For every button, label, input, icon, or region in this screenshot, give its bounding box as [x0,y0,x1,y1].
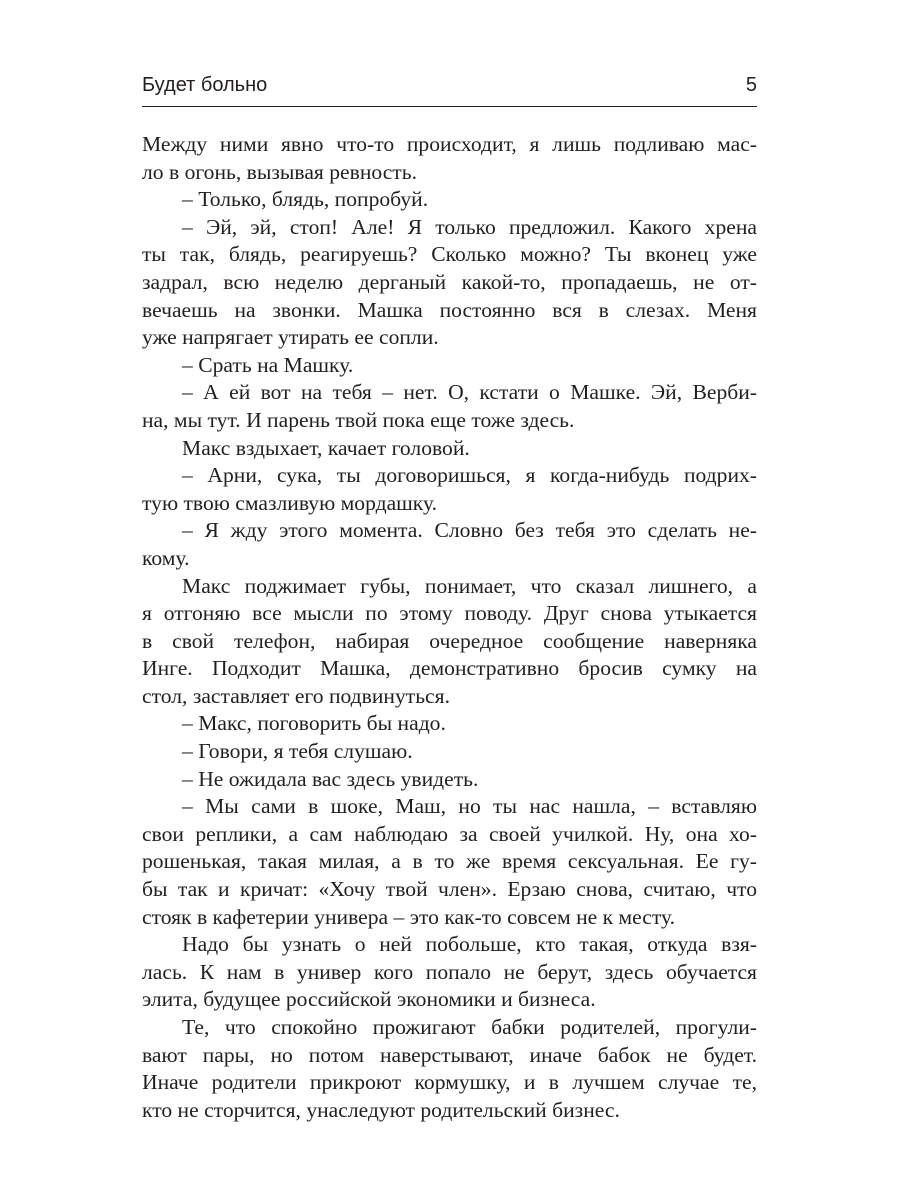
text-line: – Срать на Машку. [182,352,354,377]
text-line: задрал, всю неделю дерганый какой-то, пропадаешь, не от- [142,269,757,294]
text-line: бы так и кричат: «Хочу твой член». Ерзаю снова, считаю, что [142,877,757,902]
text-line: кто не сторчится, унаследуют родительский бизнес. [142,1097,620,1122]
text-line: Макс поджимает губы, понимает, что сказал лишнего, а [182,573,757,598]
running-title: Будет больно [142,74,268,96]
text-line: я отгоняю все мысли по этому поводу. Друг снова утыкается [142,601,757,626]
text-line: – Только, блядь, попробуй. [182,187,429,212]
text-line: – А ей вот на тебя – нет. О, кстати о Машке. Эй, Верби- [182,380,757,405]
text-line: – Макс, поговорить бы надо. [182,711,446,736]
text-line: – Не ожидала вас здесь увидеть. [182,766,479,791]
text-line: ты так, блядь, реагируешь? Сколько можно? Ты вконец уже [142,242,757,267]
text-line: на, мы тут. И парень твой пока еще тоже здесь. [142,407,575,432]
text-line: рошенькая, такая милая, а в то же время сексуальная. Ее гу- [142,849,757,874]
header-rule [142,106,757,107]
text-line: свои реплики, а сам наблюдаю за своей училкой. Ну, она хо- [142,821,757,846]
text-line: кому. [142,545,190,570]
text-line: Надо бы узнать о ней побольше, кто такая, откуда взя- [182,932,757,957]
text-line: Макс вздыхает, качает головой. [182,435,470,460]
text-line: вают пары, но потом наверстывают, иначе бабок не будет. [142,1042,757,1067]
text-line: – Арни, сука, ты договоришься, я когда-нибудь подрих- [182,463,757,488]
text-line: Те, что спокойно прожигают бабки родителей, прогули- [182,1015,757,1039]
text-line: Инге. Подходит Машка, демонстративно бросив сумку на [142,656,757,681]
text-line: лась. К нам в универ кого попало не берут, здесь обучается [142,959,757,984]
text-line: – Говори, я тебя слушаю. [182,739,413,764]
text-line: – Мы сами в шоке, Маш, но ты нас нашла, – вставляю [182,794,757,819]
running-head [142,74,757,97]
text-line: ло в огонь, вызывая ревность. [142,159,417,184]
text-line: – Эй, эй, стоп! Але! Я только предложил. Какого хрена [182,214,757,239]
text-line: в свой телефон, набирая очередное сообщение наверняка [142,628,757,653]
text-line: вечаешь на звонки. Машка постоянно вся в слезах. Меня [142,297,757,322]
text-line: стол, заставляет его подвинуться. [142,683,450,708]
text-line: тую твою смазливую мордашку. [142,490,438,515]
body-text [142,131,757,1124]
text-line: уже напрягает утирать ее сопли. [142,325,439,350]
page-number: 5 [745,74,757,96]
text-line: элита, будущее российской экономики и бизнеса. [142,987,596,1012]
text-line: стояк в кафетерии универа – это как-то совсем не к месту. [142,904,676,929]
text-line: Иначе родители прикроют кормушку, и в лучшем случае те, [142,1070,757,1095]
text-line: Между ними явно что-то происходит, я лишь подливаю мас- [142,132,757,156]
text-line: – Я жду этого момента. Словно без тебя это сделать не- [182,518,757,543]
